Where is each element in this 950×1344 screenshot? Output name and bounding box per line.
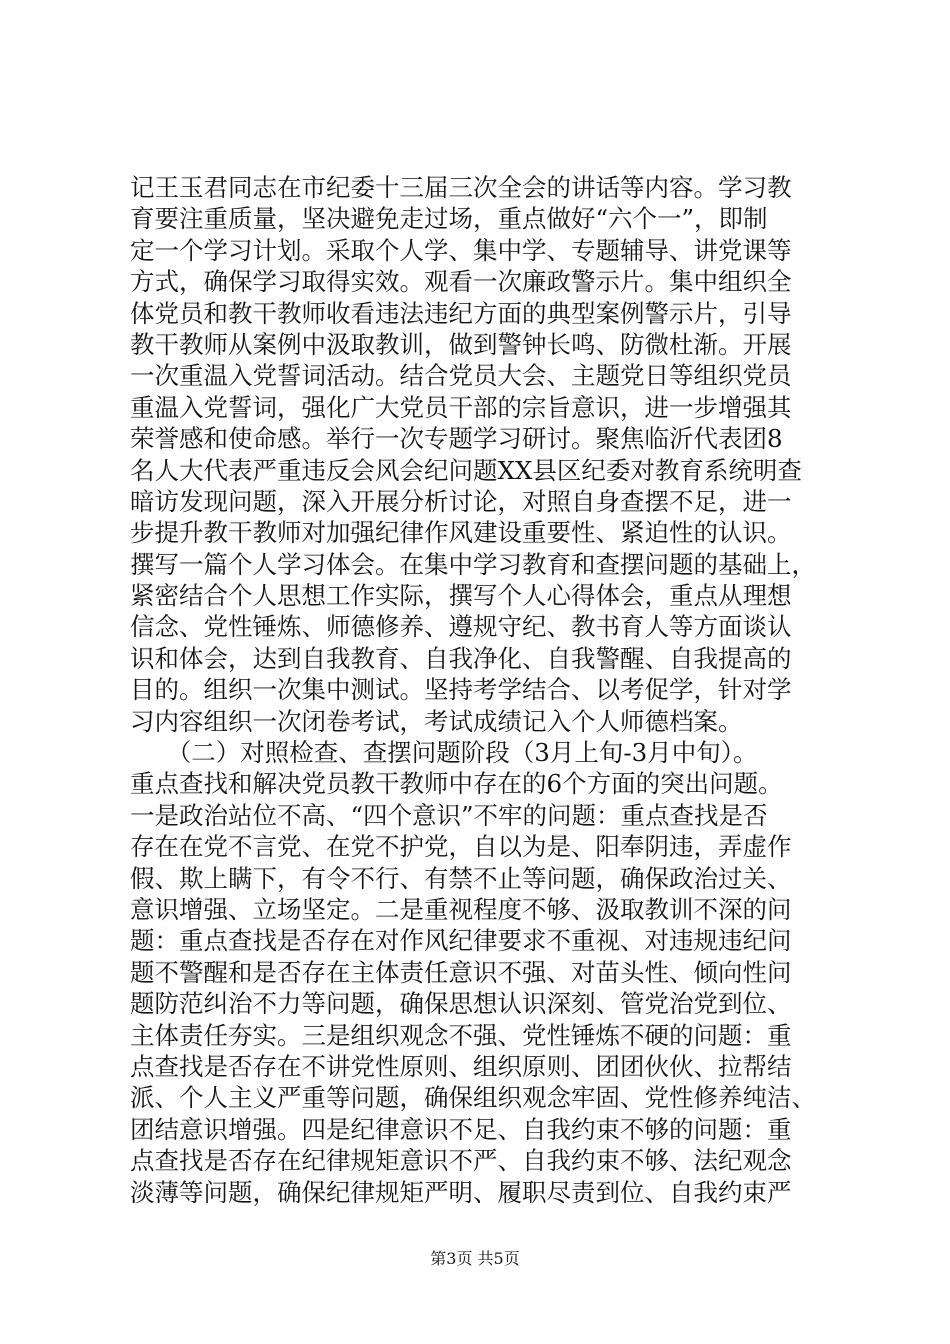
text-line: 荣誉感和使命感。举行一次专题学习研讨。聚焦临沂代表团8	[130, 424, 783, 454]
text-line: 重温入党誓词，强化广大党员干部的宗旨意识，进一步增强其	[130, 392, 792, 422]
text-line: 点查找是否存在纪律规矩意识不严、自我约束不够、法纪观念	[130, 1146, 792, 1176]
text-line: 步提升教干教师对加强纪律作风建设重要性、紧迫性的认识。	[130, 518, 792, 548]
text-line: 一是政治站位不高、“四个意识”不牢的问题：重点查找是否	[130, 800, 768, 830]
text-line: 育要注重质量，坚决避免走过场，重点做好“六个一”，即制	[130, 204, 768, 234]
text-line: 题防范纠治不力等问题，确保思想认识深刻、管党治党到位、	[130, 989, 792, 1019]
text-line: 方式，确保学习取得实效。观看一次廉政警示片。集中组织全	[130, 267, 792, 297]
text-line: 定一个学习计划。采取个人学、集中学、专题辅导、讲党课等	[130, 235, 792, 265]
text-line: 信念、党性锤炼、师德修养、遵规守纪、教书育人等方面谈认	[130, 612, 792, 642]
text-line: 识和体会，达到自我教育、自我净化、自我警醒、自我提高的	[130, 643, 792, 673]
text-line: 暗访发现问题，深入开展分析讨论，对照自身查摆不足，进一	[130, 486, 792, 516]
text-line: 习内容组织一次闭卷考试，考试成绩记入个人师德档案。	[130, 706, 743, 736]
text-line: 教干教师从案例中汲取教训，做到警钟长鸣、防微杜渐。开展	[130, 329, 792, 359]
page-footer: 第3页 共5页	[430, 1249, 520, 1268]
text-line: （二）对照检查、查摆问题阶段（3月上旬-3月中旬）。	[130, 738, 758, 768]
text-line: 一次重温入党誓词活动。结合党员大会、主题党日等组织党员	[130, 361, 792, 391]
text-line: 目的。组织一次集中测试。坚持考学结合、以考促学，针对学	[130, 675, 792, 705]
text-line: 重点查找和解决党员教干教师中存在的6个方面的突出问题。	[130, 769, 783, 799]
text-line: 记王玉君同志在市纪委十三届三次全会的讲话等内容。学习教	[130, 173, 792, 202]
text-line: 主体责任夯实。三是组织观念不强、党性锤炼不硬的问题：重	[130, 1020, 792, 1050]
text-line: 派、个人主义严重等问题，确保组织观念牢固、党性修养纯洁、	[130, 1083, 816, 1113]
text-line: 名人大代表严重违反会风会纪问题XX县区纪委对教育系统明查	[130, 455, 802, 485]
body-text	[130, 172, 850, 1208]
text-line: 点查找是否存在不讲党性原则、组织原则、团团伙伙、拉帮结	[130, 1051, 792, 1081]
text-line: 撰写一篇个人学习体会。在集中学习教育和查摆问题的基础上，	[130, 549, 816, 579]
text-line: 存在在党不言党、在党不护党，自以为是、阳奉阴违，弄虚作	[130, 832, 792, 862]
text-line: 团结意识增强。四是纪律意识不足、自我约束不够的问题：重	[130, 1114, 792, 1144]
text-line: 题：重点查找是否存在对作风纪律要求不重视、对违规违纪问	[130, 926, 792, 956]
text-line: 意识增强、立场坚定。二是重视程度不够、汲取教训不深的问	[130, 894, 792, 924]
text-line: 假、欺上瞒下，有令不行、有禁不止等问题，确保政治过关、	[130, 863, 792, 893]
text-line: 淡薄等问题，确保纪律规矩严明、履职尽责到位、自我约束严	[130, 1177, 792, 1207]
text-line: 体党员和教干教师收看违法违纪方面的典型案例警示片，引导	[130, 298, 792, 328]
text-line: 题不警醒和是否存在主体责任意识不强、对苗头性、倾向性问	[130, 957, 792, 987]
text-line: 紧密结合个人思想工作实际，撰写个人心得体会，重点从理想	[130, 581, 792, 611]
